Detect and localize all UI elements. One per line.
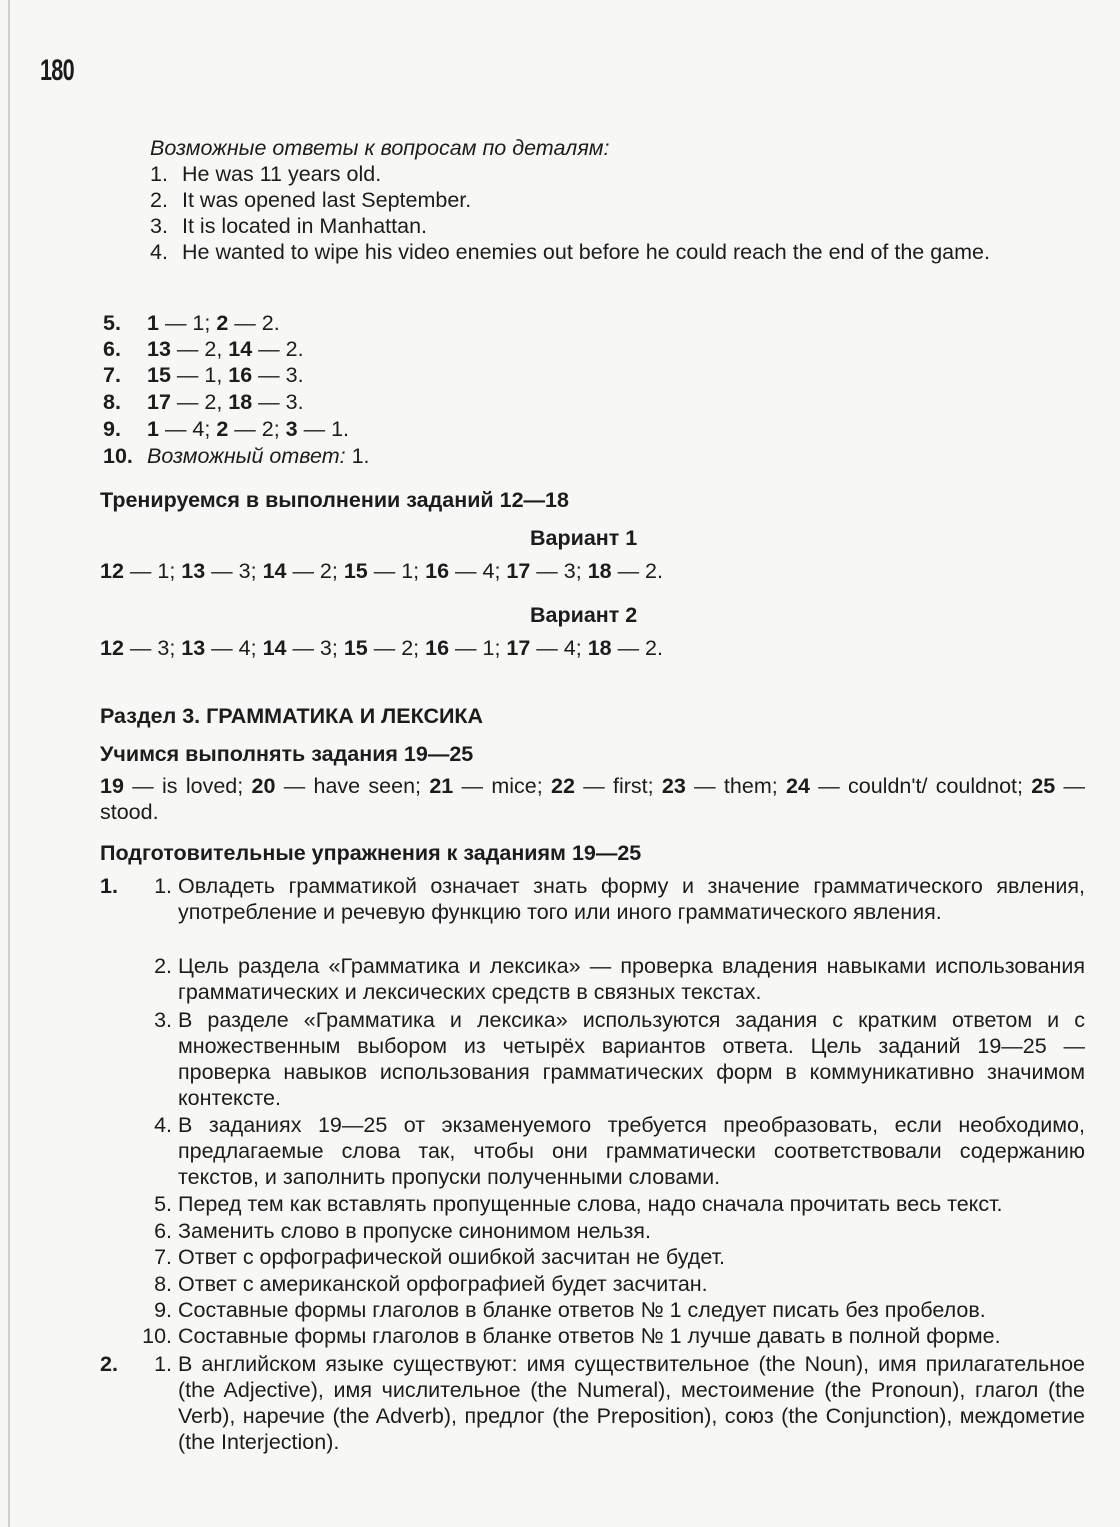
item-number: 7. (154, 1245, 172, 1269)
answer-number: 25 (1031, 774, 1056, 798)
answer-number: 14 (262, 636, 287, 660)
item-text: Составные формы глаголов в бланке ответов № 1 следует писать без пробелов. (178, 1298, 986, 1322)
answer-text: — 3. (252, 390, 304, 414)
item-number: 5. (154, 1192, 172, 1216)
answer-text: — 1; (123, 559, 182, 583)
answer-text: — 4; (449, 559, 507, 583)
answer-number: 12 (100, 636, 124, 660)
learn-answers (100, 773, 1085, 825)
item-number: 9. (154, 1298, 172, 1322)
answer-number: 19 (100, 774, 124, 798)
answer-text: — is loved; (123, 774, 252, 798)
answer-number: 21 (429, 774, 454, 798)
list-item (100, 1351, 1085, 1455)
answer-row (103, 416, 349, 442)
variant-1-answers (100, 558, 663, 584)
answer-number: 12 (100, 559, 124, 583)
training-heading: Тренируемся в выполнении заданий 12—18 (100, 488, 569, 512)
answer-text: — 2. (611, 559, 663, 583)
answer-text: — 3. (252, 363, 304, 387)
item-text: В английском языке существуют: имя существительное (the Noun), имя прилагательное (the Adjective), имя числительное (the Numeral), местоимение (the Pronoun), глагол (the Verb), наречие (the Adverb), предлог (the Preposition), союз (the Conjunction), междометие (the Interjection). (178, 1352, 1085, 1454)
variant-1-heading: Вариант 1 (530, 526, 638, 550)
answer-number: 13 (181, 559, 206, 583)
item-number: 3. (154, 1008, 172, 1032)
answer-text: — 3; (123, 636, 182, 660)
answer-number: 16 (228, 363, 253, 387)
answer-text: — 3; (286, 636, 344, 660)
answer-text: — 1; (449, 636, 507, 660)
answer-number: 18 (228, 390, 253, 414)
answer-text: — 3; (205, 559, 263, 583)
item-number: 1. (154, 1352, 172, 1376)
answer-text: — 4; (530, 636, 588, 660)
list-item: 2. It was opened last September. (150, 188, 472, 212)
item-number: 1. (154, 874, 172, 898)
list-item (100, 1007, 1085, 1111)
section-3-heading: Раздел 3. ГРАММАТИКА И ЛЕКСИКА (100, 704, 484, 728)
item-number: 10. (142, 1324, 172, 1348)
answer-text: — 1. (297, 417, 350, 441)
item-number: 6. (154, 1219, 172, 1243)
details-block (150, 135, 1090, 265)
answer-text: — 2; (228, 417, 286, 441)
answer-number: 16 (425, 636, 450, 660)
list-item: 3. It is located in Manhattan. (150, 214, 428, 238)
answer-text: — couldn't/ couldnot; (809, 774, 1032, 798)
answer-number: 14 (262, 559, 287, 583)
answer-text: 1. (345, 444, 370, 468)
answer-number: 1 (147, 417, 159, 441)
variant-2-heading: Вариант 2 (530, 603, 638, 627)
item-text: Перед тем как вставлять пропущенные слова, надо сначала прочитать весь текст. (178, 1192, 1003, 1216)
answer-row-number: 8. (103, 390, 121, 414)
item-text: Овладеть грамматикой означает знать форму и значение грамматического явления, употребление и речевую функцию того или иного грамматического явления. (178, 874, 1085, 924)
answer-text: — 2, (170, 390, 229, 414)
exercise-number: 2. (100, 1352, 118, 1376)
answer-number: 15 (343, 559, 368, 583)
list-item (100, 1297, 1085, 1323)
answer-text: — 4; (158, 417, 217, 441)
answer-number: 2 (216, 417, 229, 441)
answer-text: — 4; (205, 636, 263, 660)
list-item (100, 1218, 1085, 1244)
answer-row (103, 336, 304, 362)
answer-text: — them; (685, 774, 786, 798)
item-number: 8. (154, 1272, 172, 1296)
item-number: 2. (154, 954, 172, 978)
answer-number: 22 (551, 774, 575, 798)
answer-number: 24 (786, 774, 810, 798)
item-text: Составные формы глаголов в бланке ответов № 1 лучше давать в полной форме. (178, 1324, 1001, 1348)
list-item (100, 1191, 1085, 1217)
answer-number: 17 (506, 636, 531, 660)
answer-row (103, 310, 280, 336)
details-intro: Возможные ответы к вопросам по деталям: (150, 136, 610, 160)
variant-2-answers (100, 635, 663, 661)
answer-note: Возможный ответ: (147, 444, 346, 468)
answer-text: — 2; (367, 636, 426, 660)
prep-heading: Подготовительные упражнения к заданиям 19—25 (100, 841, 642, 865)
answer-number: 15 (147, 363, 171, 387)
answer-row-number: 7. (103, 363, 121, 387)
item-number: 4. (154, 1113, 172, 1137)
item-text: В заданиях 19—25 от экзаменуемого требуется преобразовать, если необходимо, предлагаемые слова так, чтобы они грамматически соответствовали содержанию текстов, и заполнить пропуски полученными словами. (178, 1113, 1085, 1189)
answer-row-number: 6. (103, 337, 121, 361)
answer-text: — 2. (228, 311, 280, 335)
answer-number: 1 (147, 311, 159, 335)
answer-row (103, 362, 304, 388)
page-number: 180 (40, 54, 74, 87)
item-text: Заменить слово в пропуске синонимом нельзя. (178, 1219, 651, 1243)
answer-row (103, 389, 304, 415)
answer-text: — have seen; (275, 774, 430, 798)
answer-text: — 2; (286, 559, 344, 583)
list-item (100, 1271, 1085, 1297)
exercise-number: 1. (100, 874, 118, 898)
list-item (100, 873, 1085, 925)
answer-row-number: 10. (103, 444, 133, 468)
answer-text: — mice; (453, 774, 551, 798)
answer-number: 2 (216, 311, 229, 335)
answer-number: 20 (251, 774, 276, 798)
answer-text: — first; (574, 774, 662, 798)
answer-number: 17 (147, 390, 171, 414)
answer-number: 18 (587, 559, 612, 583)
answer-number: 13 (147, 337, 171, 361)
answer-row (103, 443, 370, 469)
answer-text: — 3; (530, 559, 588, 583)
answer-text: — 1; (158, 311, 217, 335)
answer-number: 14 (228, 337, 253, 361)
answer-text: — 2. (611, 636, 663, 660)
answer-row-number: 9. (103, 417, 121, 441)
item-text: Цель раздела «Грамматика и лексика» — проверка владения навыками использования грамматических и лексических средств в связных текстах. (178, 954, 1085, 1004)
list-item (100, 1244, 1085, 1270)
list-item: 1. He was 11 years old. (150, 162, 382, 186)
answer-number: 13 (181, 636, 206, 660)
page-edge (8, 0, 10, 1527)
answer-text: — 1; (367, 559, 426, 583)
learn-heading: Учимся выполнять задания 19—25 (100, 742, 474, 766)
answer-number: 23 (661, 774, 686, 798)
list-item (100, 1112, 1085, 1190)
item-text: В разделе «Грамматика и лексика» используются задания с кратким ответом и с множественным выбором из четырёх вариантов ответа. Цель заданий 19—25 — проверка навыков использования грамматических форм в коммуникативно значимом контексте. (178, 1008, 1085, 1110)
answer-row-number: 5. (103, 311, 121, 335)
answer-number: 16 (425, 559, 450, 583)
answer-text: — stood. (100, 774, 1085, 824)
list-item (100, 953, 1085, 1005)
item-text: Ответ с орфографической ошибкой засчитан не будет. (178, 1245, 726, 1269)
list-item (100, 1323, 1085, 1349)
answer-number: 3 (285, 417, 298, 441)
answer-text: — 1, (170, 363, 229, 387)
answer-text: — 2. (252, 337, 304, 361)
answer-text: — 2, (170, 337, 229, 361)
answer-number: 15 (343, 636, 368, 660)
item-text: Ответ с американской орфографией будет засчитан. (178, 1272, 708, 1296)
answer-number: 18 (587, 636, 612, 660)
answer-number: 17 (506, 559, 531, 583)
list-item: 4. He wanted to wipe his video enemies out before he could reach the end of the game. (150, 240, 990, 264)
